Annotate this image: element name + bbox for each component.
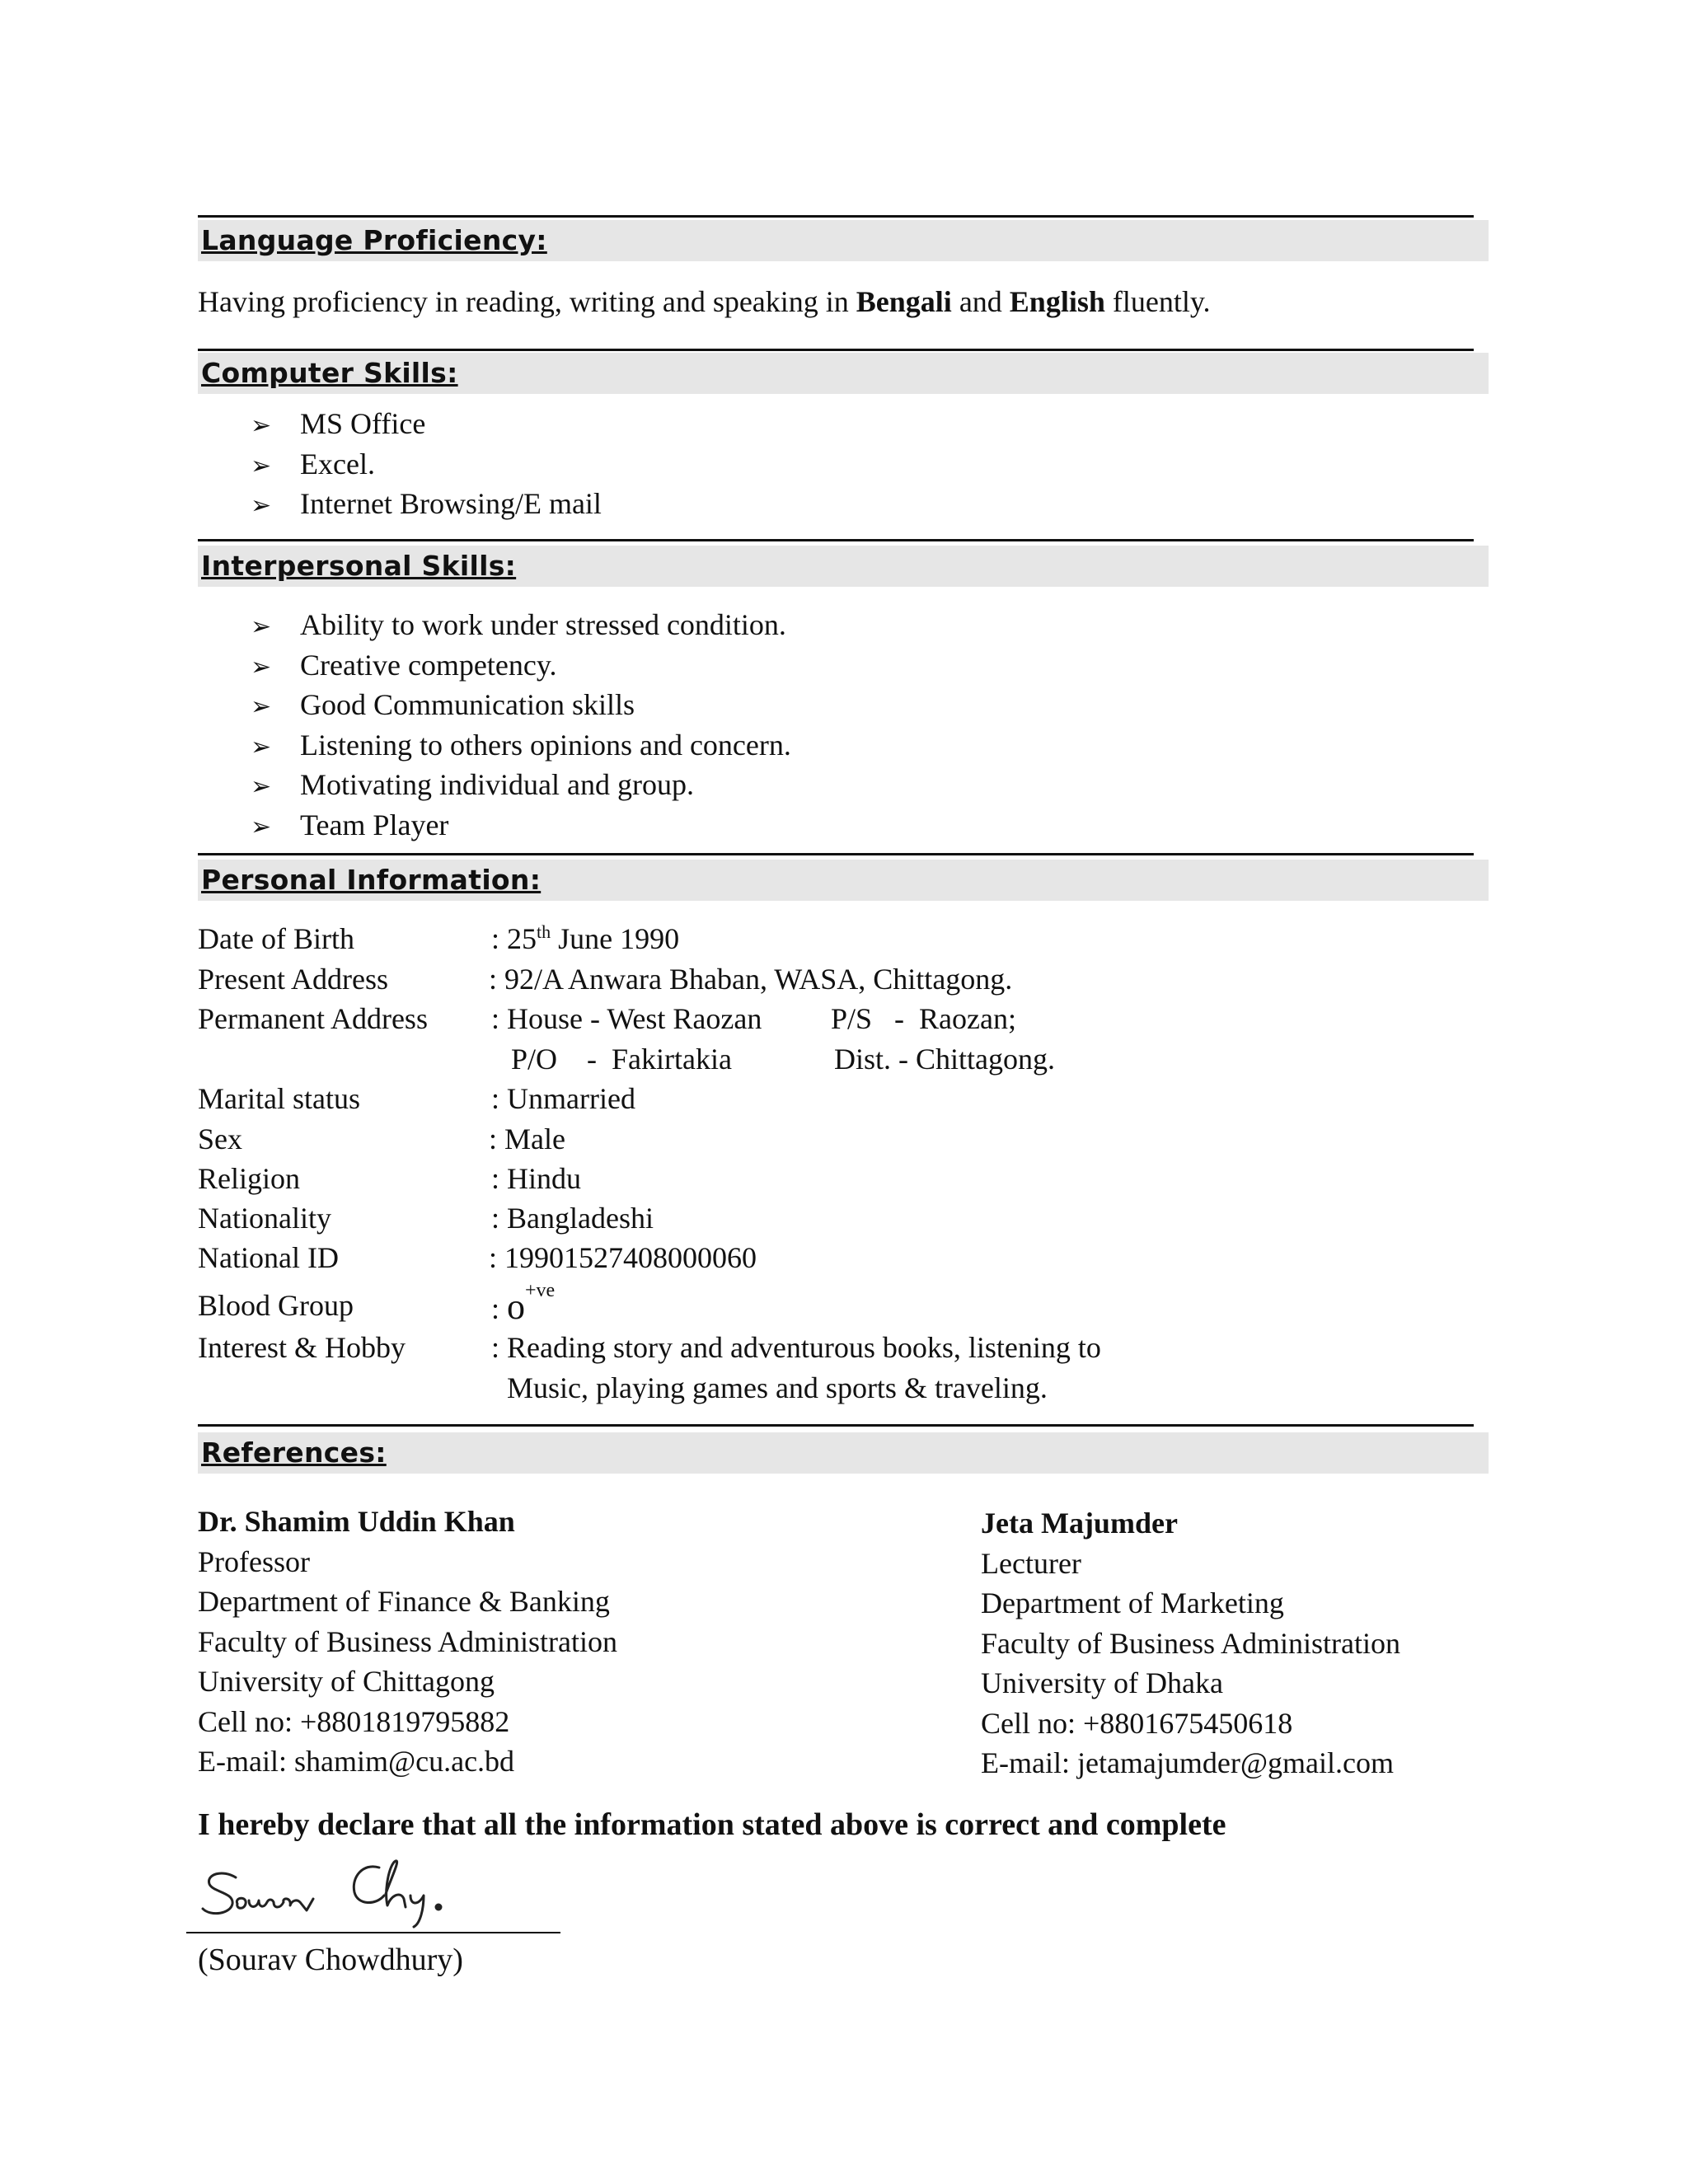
signature-image bbox=[198, 1854, 560, 1929]
dob-value: : 25th June 1990 bbox=[491, 921, 680, 955]
signatory-name: (Sourav Chowdhury) bbox=[198, 1943, 463, 1977]
reference-1-university: University of Chittagong bbox=[198, 1665, 495, 1698]
list-item: ➢ Good Communication skills bbox=[247, 685, 791, 725]
reference-2-name: Jeta Majumder bbox=[981, 1507, 1178, 1540]
computer-skills-list bbox=[247, 404, 602, 524]
blood-group-label: Blood Group bbox=[198, 1289, 354, 1322]
hobby-value-line2: Music, playing games and sports & traveling. bbox=[507, 1371, 1048, 1404]
reference-1-position: Professor bbox=[198, 1544, 310, 1578]
sex-label: Sex bbox=[198, 1122, 242, 1155]
permanent-address-ps: P/S - Raozan; bbox=[831, 1002, 1016, 1035]
arrow-bullet-icon: ➢ bbox=[251, 652, 272, 682]
marital-status-label: Marital status bbox=[198, 1082, 360, 1115]
arrow-bullet-icon: ➢ bbox=[251, 411, 272, 440]
list-item: ➢ Team Player bbox=[247, 805, 791, 846]
section-header-band bbox=[198, 1432, 1489, 1474]
list-item: ➢ Creative competency. bbox=[247, 645, 791, 686]
present-address-value: : 92/A Anwara Bhaban, WASA, Chittagong. bbox=[489, 963, 1013, 996]
arrow-bullet-icon: ➢ bbox=[251, 812, 272, 841]
reference-1 bbox=[198, 1502, 617, 1782]
permanent-address-po: P/O - Fakirtakia bbox=[511, 1043, 732, 1076]
interpersonal-skills-list bbox=[247, 605, 791, 845]
reference-1-cell: Cell no: +8801819795882 bbox=[198, 1704, 510, 1738]
nationality-label: Nationality bbox=[198, 1202, 331, 1235]
section-divider bbox=[198, 853, 1474, 855]
personal-section-title: Personal Information: bbox=[201, 864, 542, 896]
reference-2-position: Lecturer bbox=[981, 1546, 1081, 1580]
references-section-title: References: bbox=[201, 1436, 387, 1469]
list-item: ➢ Internet Browsing/E mail bbox=[247, 484, 602, 524]
national-id-value: : 19901527408000060 bbox=[489, 1241, 757, 1274]
language-text: Having proficiency in reading, writing and speaking in Bengali and English fluently. bbox=[198, 285, 1211, 318]
declaration-text: I hereby declare that all the information stated above is correct and complete bbox=[198, 1807, 1226, 1842]
permanent-address-house: : House - West Raozan bbox=[491, 1002, 762, 1035]
reference-2-department: Department of Marketing bbox=[981, 1586, 1284, 1619]
list-item: ➢ Excel. bbox=[247, 444, 602, 485]
arrow-bullet-icon: ➢ bbox=[251, 772, 272, 801]
arrow-bullet-icon: ➢ bbox=[251, 612, 272, 641]
dob-label: Date of Birth bbox=[198, 922, 354, 955]
section-divider bbox=[198, 349, 1474, 351]
marital-status-value: : Unmarried bbox=[491, 1082, 635, 1115]
reference-2-cell: Cell no: +8801675450618 bbox=[981, 1706, 1293, 1740]
reference-2 bbox=[981, 1503, 1400, 1783]
religion-value: : Hindu bbox=[491, 1162, 582, 1195]
hobby-label: Interest & Hobby bbox=[198, 1331, 406, 1364]
list-item: ➢ Motivating individual and group. bbox=[247, 765, 791, 805]
list-item: ➢ Ability to work under stressed condition. bbox=[247, 605, 791, 645]
interpersonal-section-title: Interpersonal Skills: bbox=[201, 550, 517, 582]
hobby-value-line1: : Reading story and adventurous books, listening to bbox=[491, 1331, 1101, 1364]
religion-label: Religion bbox=[198, 1162, 300, 1195]
reference-2-faculty: Faculty of Business Administration bbox=[981, 1626, 1400, 1660]
list-item: ➢ Listening to others opinions and concern. bbox=[247, 725, 791, 766]
nationality-value: : Bangladeshi bbox=[491, 1202, 654, 1235]
sex-value: : Male bbox=[489, 1122, 565, 1155]
section-divider bbox=[198, 539, 1474, 541]
signature-line bbox=[186, 1932, 560, 1933]
reference-1-department: Department of Finance & Banking bbox=[198, 1585, 610, 1618]
section-divider bbox=[198, 1424, 1474, 1427]
list-item: ➢ MS Office bbox=[247, 404, 602, 444]
reference-2-email: E-mail: jetamajumder@gmail.com bbox=[981, 1746, 1394, 1779]
computer-section-title: Computer Skills: bbox=[201, 357, 458, 389]
arrow-bullet-icon: ➢ bbox=[251, 491, 272, 520]
language-section-title: Language Proficiency: bbox=[201, 224, 547, 256]
permanent-address-dist: Dist. - Chittagong. bbox=[834, 1043, 1055, 1076]
reference-1-name: Dr. Shamim Uddin Khan bbox=[198, 1505, 515, 1538]
arrow-bullet-icon: ➢ bbox=[251, 732, 272, 762]
reference-1-faculty: Faculty of Business Administration bbox=[198, 1624, 617, 1658]
national-id-label: National ID bbox=[198, 1241, 339, 1274]
arrow-bullet-icon: ➢ bbox=[251, 692, 272, 721]
reference-2-university: University of Dhaka bbox=[981, 1666, 1223, 1699]
permanent-address-label: Permanent Address bbox=[198, 1002, 428, 1035]
section-divider bbox=[198, 215, 1474, 218]
reference-1-email: E-mail: shamim@cu.ac.bd bbox=[198, 1745, 515, 1778]
present-address-label: Present Address bbox=[198, 963, 388, 996]
blood-group-value: : $o^{+ve}$ bbox=[491, 1280, 556, 1327]
arrow-bullet-icon: ➢ bbox=[251, 451, 272, 480]
